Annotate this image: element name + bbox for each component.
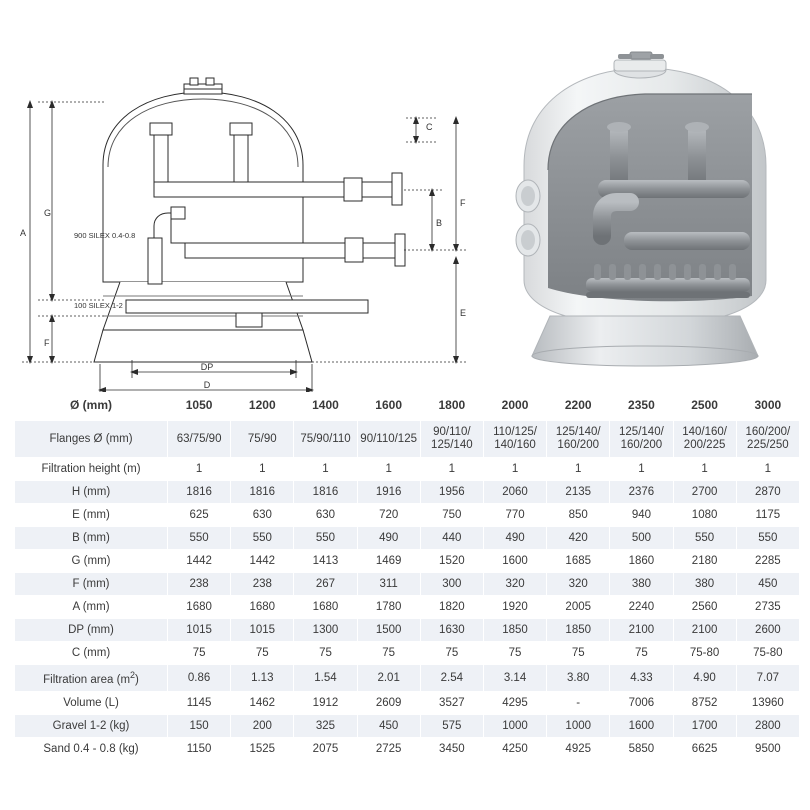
table-cell: 1015 [231, 619, 294, 642]
table-cell: 1 [483, 458, 546, 481]
table-cell: 1 [168, 458, 231, 481]
table-cell: 2609 [357, 692, 420, 715]
dim-b-label: B [436, 218, 443, 228]
table-cell: 1442 [168, 550, 231, 573]
table-cell: 1175 [736, 504, 799, 527]
table-cell: 770 [483, 504, 546, 527]
table-cell: 2700 [673, 481, 736, 504]
dim-d-label: D [203, 380, 211, 390]
table-column-header: 1800 [420, 393, 483, 421]
table-cell: 2075 [294, 738, 357, 761]
table-cell: 1680 [294, 596, 357, 619]
table-cell: 1912 [294, 692, 357, 715]
table-cell: 1442 [231, 550, 294, 573]
table-cell: 13960 [736, 692, 799, 715]
table-cell: 75 [294, 642, 357, 665]
table-row [15, 665, 800, 692]
dim-dp-label: DP [200, 362, 214, 372]
table-cell: 4.33 [610, 665, 673, 692]
table-row-label: Filtration area $(m^2)$ [15, 665, 168, 692]
table-cell: 1413 [294, 550, 357, 573]
table-row [15, 504, 800, 527]
table-cell: 380 [610, 573, 673, 596]
table-cell: 160/200/ 225/250 [736, 421, 799, 458]
table-column-header: 1400 [294, 393, 357, 421]
table-cell: 2240 [610, 596, 673, 619]
table-cell: 238 [168, 573, 231, 596]
table-cell: 1916 [357, 481, 420, 504]
filter-3d-cutaway [490, 48, 800, 368]
table-cell: 75-80 [673, 642, 736, 665]
dim-c-label: C [426, 122, 433, 132]
table-cell: 2800 [736, 715, 799, 738]
table-cell: 2.54 [420, 665, 483, 692]
table-cell: 1520 [420, 550, 483, 573]
specification-table-wrap [14, 392, 800, 761]
specification-table [14, 392, 800, 761]
table-cell: 1145 [168, 692, 231, 715]
table-cell: 2180 [673, 550, 736, 573]
table-header-row [15, 393, 800, 421]
table-cell: 75 [420, 642, 483, 665]
table-cell: 550 [231, 527, 294, 550]
table-row [15, 596, 800, 619]
table-cell: 4.90 [673, 665, 736, 692]
table-cell: 6625 [673, 738, 736, 761]
table-row-label: C (mm) [15, 642, 168, 665]
table-cell: 575 [420, 715, 483, 738]
dim-g-label: G [44, 208, 52, 218]
table-row-label: Flanges Ø (mm) [15, 421, 168, 458]
table-row-label: G (mm) [15, 550, 168, 573]
table-cell: 550 [736, 527, 799, 550]
table-cell: 2725 [357, 738, 420, 761]
table-cell: 320 [547, 573, 610, 596]
table-cell: 0.86 [168, 665, 231, 692]
table-cell: 1 [294, 458, 357, 481]
table-cell: 1000 [483, 715, 546, 738]
table-cell: 2.01 [357, 665, 420, 692]
dim-f-right-label: F [460, 198, 466, 208]
table-row-label: Volume (L) [15, 692, 168, 715]
table-cell: 550 [294, 527, 357, 550]
table-cell: 90/110/ 125/140 [420, 421, 483, 458]
table-cell: 2100 [673, 619, 736, 642]
illustration-area [0, 0, 810, 388]
table-row-label: Filtration height (m) [15, 458, 168, 481]
table-row-label: A (mm) [15, 596, 168, 619]
table-row [15, 481, 800, 504]
table-cell: 850 [547, 504, 610, 527]
table-cell: 1 [420, 458, 483, 481]
table-cell: 1.13 [231, 665, 294, 692]
table-cell: 1300 [294, 619, 357, 642]
table-cell: 1462 [231, 692, 294, 715]
table-cell: 490 [357, 527, 420, 550]
table-cell: 3450 [420, 738, 483, 761]
table-row [15, 619, 800, 642]
table-cell: 1 [547, 458, 610, 481]
table-row [15, 550, 800, 573]
table-cell: 63/75/90 [168, 421, 231, 458]
table-cell: 1 [231, 458, 294, 481]
table-cell: 200 [231, 715, 294, 738]
table-cell: 9500 [736, 738, 799, 761]
table-cell: 1816 [294, 481, 357, 504]
table-cell: 2735 [736, 596, 799, 619]
table-column-header: 1600 [357, 393, 420, 421]
table-cell: 75 [547, 642, 610, 665]
table-cell: 1816 [168, 481, 231, 504]
table-cell: 1850 [547, 619, 610, 642]
table-column-header: 1050 [168, 393, 231, 421]
silex-top-label: 900 SILEX 0.4-0.8 [74, 231, 136, 240]
table-row-label: Sand 0.4 - 0.8 (kg) [15, 738, 168, 761]
table-cell: 1920 [483, 596, 546, 619]
table-cell: - [547, 692, 610, 715]
table-cell: 1860 [610, 550, 673, 573]
table-cell: 140/160/ 200/225 [673, 421, 736, 458]
table-row [15, 421, 800, 458]
table-cell: 2600 [736, 619, 799, 642]
table-cell: 75-80 [736, 642, 799, 665]
table-cell: 125/140/ 160/200 [547, 421, 610, 458]
table-cell: 1 [357, 458, 420, 481]
table-cell: 1469 [357, 550, 420, 573]
dim-f-left-label: F [44, 338, 50, 348]
table-cell: 1680 [231, 596, 294, 619]
table-cell: 8752 [673, 692, 736, 715]
table-cell: 1700 [673, 715, 736, 738]
table-cell: 75 [231, 642, 294, 665]
table-cell: 2560 [673, 596, 736, 619]
table-cell: 325 [294, 715, 357, 738]
specification-table-body [15, 393, 800, 761]
filter-line-drawing [8, 30, 478, 390]
table-column-header: 2350 [610, 393, 673, 421]
table-cell: 75/90/110 [294, 421, 357, 458]
table-row-label: E (mm) [15, 504, 168, 527]
table-cell: 300 [420, 573, 483, 596]
table-cell: 630 [231, 504, 294, 527]
table-column-header: 3000 [736, 393, 799, 421]
table-cell: 1 [736, 458, 799, 481]
table-row-label: Gravel 1-2 (kg) [15, 715, 168, 738]
table-cell: 3.14 [483, 665, 546, 692]
table-cell: 238 [231, 573, 294, 596]
table-cell: 450 [736, 573, 799, 596]
table-cell: 1150 [168, 738, 231, 761]
table-cell: 2005 [547, 596, 610, 619]
table-cell: 1630 [420, 619, 483, 642]
table-cell: 490 [483, 527, 546, 550]
table-cell: 2135 [547, 481, 610, 504]
table-cell: 940 [610, 504, 673, 527]
table-cell: 420 [547, 527, 610, 550]
dim-e-label: E [460, 308, 467, 318]
table-cell: 380 [673, 573, 736, 596]
table-cell: 2060 [483, 481, 546, 504]
table-header-label: Ø (mm) [15, 393, 168, 421]
table-cell: 1600 [610, 715, 673, 738]
table-column-header: 2500 [673, 393, 736, 421]
table-row-label: DP (mm) [15, 619, 168, 642]
dim-a-label: A [20, 228, 27, 238]
table-cell: 1 [610, 458, 673, 481]
table-cell: 4925 [547, 738, 610, 761]
table-cell: 267 [294, 573, 357, 596]
table-row-label: B (mm) [15, 527, 168, 550]
table-cell: 75/90 [231, 421, 294, 458]
table-row [15, 692, 800, 715]
table-row [15, 642, 800, 665]
table-cell: 1780 [357, 596, 420, 619]
table-cell: 311 [357, 573, 420, 596]
table-cell: 2285 [736, 550, 799, 573]
table-cell: 150 [168, 715, 231, 738]
table-cell: 1500 [357, 619, 420, 642]
table-cell: 450 [357, 715, 420, 738]
table-cell: 1015 [168, 619, 231, 642]
table-cell: 320 [483, 573, 546, 596]
table-cell: 1 [673, 458, 736, 481]
table-column-header: 2200 [547, 393, 610, 421]
table-cell: 1600 [483, 550, 546, 573]
table-column-header: 1200 [231, 393, 294, 421]
table-row [15, 715, 800, 738]
table-cell: 3527 [420, 692, 483, 715]
table-cell: 4295 [483, 692, 546, 715]
table-cell: 75 [610, 642, 673, 665]
table-cell: 2376 [610, 481, 673, 504]
table-cell: 2100 [610, 619, 673, 642]
table-cell: 1.54 [294, 665, 357, 692]
table-cell: 7006 [610, 692, 673, 715]
table-cell: 550 [168, 527, 231, 550]
table-row [15, 738, 800, 761]
table-cell: 125/140/ 160/200 [610, 421, 673, 458]
table-cell: 1956 [420, 481, 483, 504]
table-cell: 75 [357, 642, 420, 665]
table-cell: 720 [357, 504, 420, 527]
table-cell: 1000 [547, 715, 610, 738]
table-cell: 630 [294, 504, 357, 527]
table-cell: 7.07 [736, 665, 799, 692]
table-cell: 440 [420, 527, 483, 550]
table-cell: 75 [483, 642, 546, 665]
table-cell: 1820 [420, 596, 483, 619]
table-cell: 1816 [231, 481, 294, 504]
table-cell: 3.80 [547, 665, 610, 692]
table-cell: 110/125/ 140/160 [483, 421, 546, 458]
table-column-header: 2000 [483, 393, 546, 421]
table-cell: 90/110/125 [357, 421, 420, 458]
table-row-label: H (mm) [15, 481, 168, 504]
table-cell: 5850 [610, 738, 673, 761]
table-cell: 500 [610, 527, 673, 550]
table-row-label: F (mm) [15, 573, 168, 596]
table-cell: 1525 [231, 738, 294, 761]
table-cell: 550 [673, 527, 736, 550]
table-cell: 1850 [483, 619, 546, 642]
table-cell: 1685 [547, 550, 610, 573]
table-cell: 75 [168, 642, 231, 665]
table-cell: 750 [420, 504, 483, 527]
table-row [15, 458, 800, 481]
table-cell: 2870 [736, 481, 799, 504]
table-cell: 4250 [483, 738, 546, 761]
table-cell: 625 [168, 504, 231, 527]
table-row [15, 527, 800, 550]
silex-bottom-label: 100 SILEX 1-2 [74, 301, 123, 310]
table-row [15, 573, 800, 596]
table-cell: 1680 [168, 596, 231, 619]
table-cell: 1080 [673, 504, 736, 527]
